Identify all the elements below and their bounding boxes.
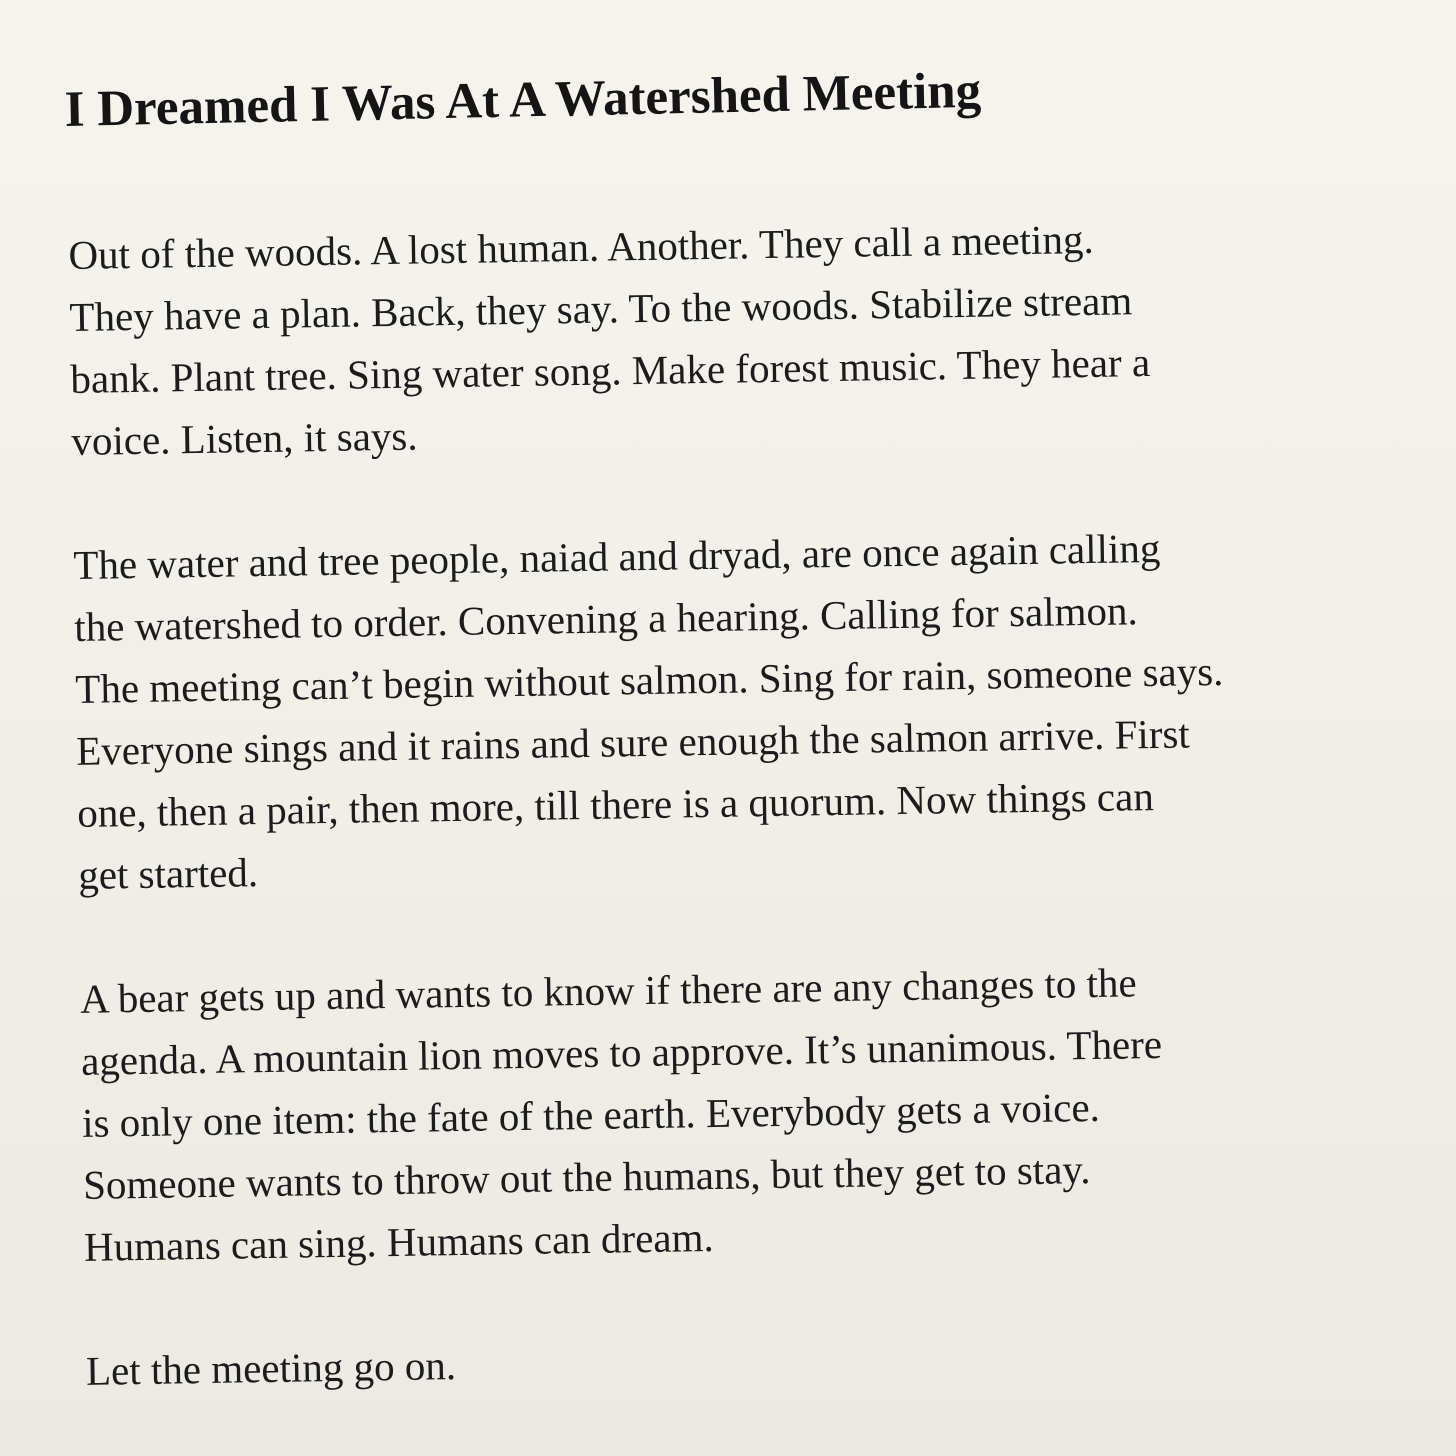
poem-line: the watershed to order. Convening a hearing. Calling for salmon. (73, 587, 1139, 650)
stanza-4 (86, 1319, 1427, 1402)
poem-line: bank. Plant tree. Sing water song. Make forest music. They hear a (70, 339, 1151, 402)
poem-line: get started. (77, 849, 259, 898)
poem-line: A bear gets up and wants to know if there are any changes to the (79, 959, 1137, 1022)
poem-line: Let the meeting go on. (85, 1342, 457, 1394)
poem-line: Humans can sing. Humans can dream. (83, 1213, 714, 1270)
poem-line: voice. Listen, it says. (71, 412, 418, 464)
stanza-1 (68, 203, 1412, 472)
poem-line: agenda. A mountain lion moves to approve. It’s unanimous. There (80, 1020, 1163, 1084)
poem-line: Everyone sings and it rains and sure enough the salmon arrive. First (75, 710, 1191, 774)
stanza-3 (80, 947, 1425, 1278)
poem-body (68, 203, 1426, 1402)
poem-line: They have a plan. Back, they say. To the woods. Stabilize stream (69, 277, 1133, 340)
poem-line: The water and tree people, naiad and dryad, are once again calling (72, 524, 1161, 588)
stanza-2 (73, 513, 1419, 906)
poem-line: one, then a pair, then more, till there is a quorum. Now things can (76, 773, 1155, 836)
poem-title: I Dreamed I Was At A Watershed Meeting (64, 62, 982, 138)
poem-line: The meeting can’t begin without salmon. Sing for rain, someone says. (74, 647, 1224, 712)
poem-line: Someone wants to throw out the humans, but they get to stay. (82, 1146, 1091, 1208)
poem-line: Out of the woods. A lost human. Another. They call a meeting. (68, 215, 1094, 278)
poem-line: is only one item: the fate of the earth. Everybody gets a voice. (81, 1083, 1101, 1146)
